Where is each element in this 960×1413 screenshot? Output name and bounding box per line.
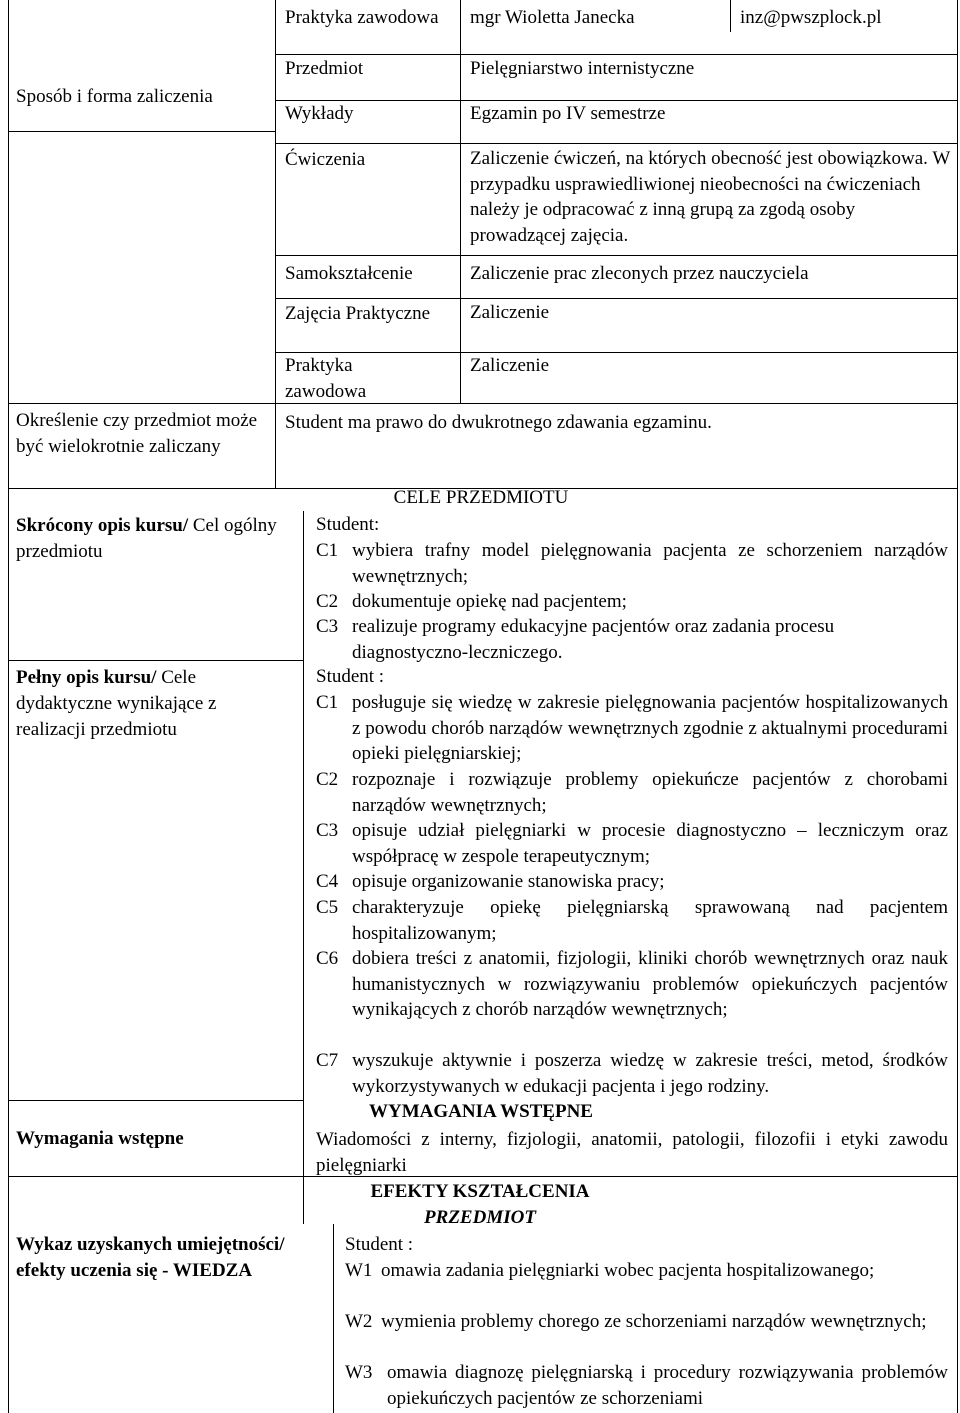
cwiczenia-label: Ćwiczenia <box>285 149 366 170</box>
item-text: realizuje programy edukacyjne pacjentów oraz zadania procesu diagnostyczno-leczniczego. <box>352 616 835 663</box>
efekty-title: EFEKTY KSZTAŁCENIA <box>370 1181 590 1202</box>
praktyka-value: Zaliczenie <box>470 355 550 376</box>
item-number: C1 <box>316 692 339 713</box>
item-text: posługuje się wiedzę w zakresie pielęgnowania pacjentów hospitalizowanych z powodu chorób narządów wewnętrznych zgodnie z aktualnymi procedurami opieki pielęgniarskiej; <box>352 692 948 764</box>
praktyka-label-bottom: Praktyka zawodowa <box>285 355 367 402</box>
item-number: C2 <box>316 769 339 790</box>
item-number: W2 <box>345 1311 373 1332</box>
item-number: C1 <box>316 540 339 561</box>
full-item-c1 <box>316 690 948 767</box>
wyklady-label: Wykłady <box>285 103 354 124</box>
short-desc-heading-bold: Skrócony opis kursu/ <box>16 515 189 536</box>
sposob-heading: Sposób i forma zaliczenia <box>16 86 213 107</box>
wymagania-heading: Wymagania wstępne <box>16 1128 184 1149</box>
efekty-item-w1 <box>345 1258 948 1309</box>
efekty-heading: Wykaz uzyskanych umiejętności/ efekty uczenia się - WIEDZA <box>16 1234 285 1281</box>
efekty-item-w3 <box>345 1360 948 1411</box>
efekty-item-w2 <box>345 1309 948 1360</box>
item-text: wymienia problemy chorego ze schorzeniami narządów wewnętrznych; <box>381 1311 927 1332</box>
item-number: C4 <box>316 871 339 892</box>
wymagania-text: Wiadomości z interny, fizjologii, anatomii, patologii, filozofii i etyki zawodu pielęgniarki <box>316 1129 948 1176</box>
wymagania-title: WYMAGANIA WSTĘPNE <box>369 1101 593 1122</box>
short-item-c2 <box>316 589 948 615</box>
item-number: C3 <box>316 616 339 637</box>
wielokrotnie-heading: Określenie czy przedmiot może być wielokrotnie zaliczany <box>16 410 258 457</box>
full-item-c4 <box>316 869 948 895</box>
full-desc-heading <box>16 665 286 743</box>
full-desc-heading-bold: Pełny opis kursu/ <box>16 667 157 688</box>
full-item-c2 <box>316 767 948 818</box>
item-text: dokumentuje opiekę nad pacjentem; <box>352 591 627 612</box>
item-number: C5 <box>316 897 339 918</box>
item-text: omawia zadania pielęgniarki wobec pacjenta hospitalizowanego; <box>381 1260 875 1281</box>
samoksztalcenie-label: Samokształcenie <box>285 263 413 284</box>
item-text: opisuje organizowanie stanowiska pracy; <box>352 871 665 892</box>
efekty-intro: Student : <box>345 1234 414 1255</box>
efekty-subtitle: PRZEDMIOT <box>424 1207 536 1228</box>
przedmiot-value: Pielęgniarstwo internistyczne <box>470 58 695 79</box>
item-text: wyszukuje aktywnie i poszerza wiedzę w zakresie treści, metod, środków wykorzystywanych w edukacji pacjenta i jego rodziny. <box>352 1050 948 1097</box>
wyklady-value: Egzamin po IV semestrze <box>470 103 666 124</box>
zajecia-praktyczne-value: Zaliczenie <box>470 302 550 323</box>
item-text: charakteryzuje opiekę pielęgniarską sprawowaną nad pacjentem hospitalizowanym; <box>352 897 948 944</box>
item-number: C6 <box>316 948 339 969</box>
item-number: W1 <box>345 1260 373 1281</box>
instructor-email[interactable]: inz@pwszplock.pl <box>740 7 882 28</box>
short-item-c3 <box>316 614 948 665</box>
item-text: omawia diagnozę pielęgniarską i procedury rozwiązywania problemów opiekuńczych pacjentów ze schorzeniami <box>387 1362 948 1409</box>
full-item-c5 <box>316 895 948 946</box>
item-number: C2 <box>316 591 339 612</box>
item-number: C3 <box>316 820 339 841</box>
praktyka-label-top: Praktyka zawodowa <box>285 7 439 28</box>
item-number: C7 <box>316 1050 339 1071</box>
short-intro: Student: <box>316 514 380 535</box>
item-text: rozpoznaje i rozwiązuje problemy opiekuńcze pacjentów z chorobami narządów wewnętrznych; <box>352 769 948 816</box>
short-desc-heading-rest: Cel ogólny przedmiotu <box>16 515 277 562</box>
full-desc-heading-rest: Cele dydaktyczne wynikające z realizacji przedmiotu <box>16 667 217 740</box>
full-intro: Student : <box>316 666 385 687</box>
przedmiot-label: Przedmiot <box>285 58 364 79</box>
instructor-name: mgr Wioletta Janecka <box>470 7 635 28</box>
samoksztalcenie-value: Zaliczenie prac zleconych przez nauczyciela <box>470 263 809 284</box>
wymagania-value <box>316 1127 948 1178</box>
short-item-c1 <box>316 538 948 589</box>
item-text: wybiera trafny model pielęgnowania pacjenta ze schorzeniem narządów wewnętrznych; <box>352 540 948 587</box>
full-item-c7 <box>316 1048 948 1099</box>
full-item-c6 <box>316 946 948 1048</box>
zajecia-praktyczne-label: Zajęcia Praktyczne <box>285 303 431 324</box>
cwiczenia-value: Zaliczenie ćwiczeń, na których obecność jest obowiązkowa. W przypadku usprawiedliwionej nieobecności na ćwiczeniach należy je odpracować z inną grupą za zgodą osoby prowadzącej zajęcia. <box>470 148 950 246</box>
cele-title: CELE PRZEDMIOTU <box>393 487 569 508</box>
short-desc-heading <box>16 513 286 565</box>
item-text: opisuje udział pielęgniarki w procesie diagnostyczno – leczniczym oraz współpracę w zespole terapeutycznym; <box>352 820 948 867</box>
item-text: dobiera treści z anatomii, fizjologii, kliniki chorób wewnętrznych oraz nauk humanistycznych w rozwiązywaniu problemów opiekuńczych pacjentów wynikających z chorób narządów wewnętrznych; <box>352 948 948 1020</box>
item-number: W3 <box>345 1362 373 1383</box>
full-item-c3 <box>316 818 948 869</box>
wielokrotnie-value: Student ma prawo do dwukrotnego zdawania egzaminu. <box>285 412 712 433</box>
